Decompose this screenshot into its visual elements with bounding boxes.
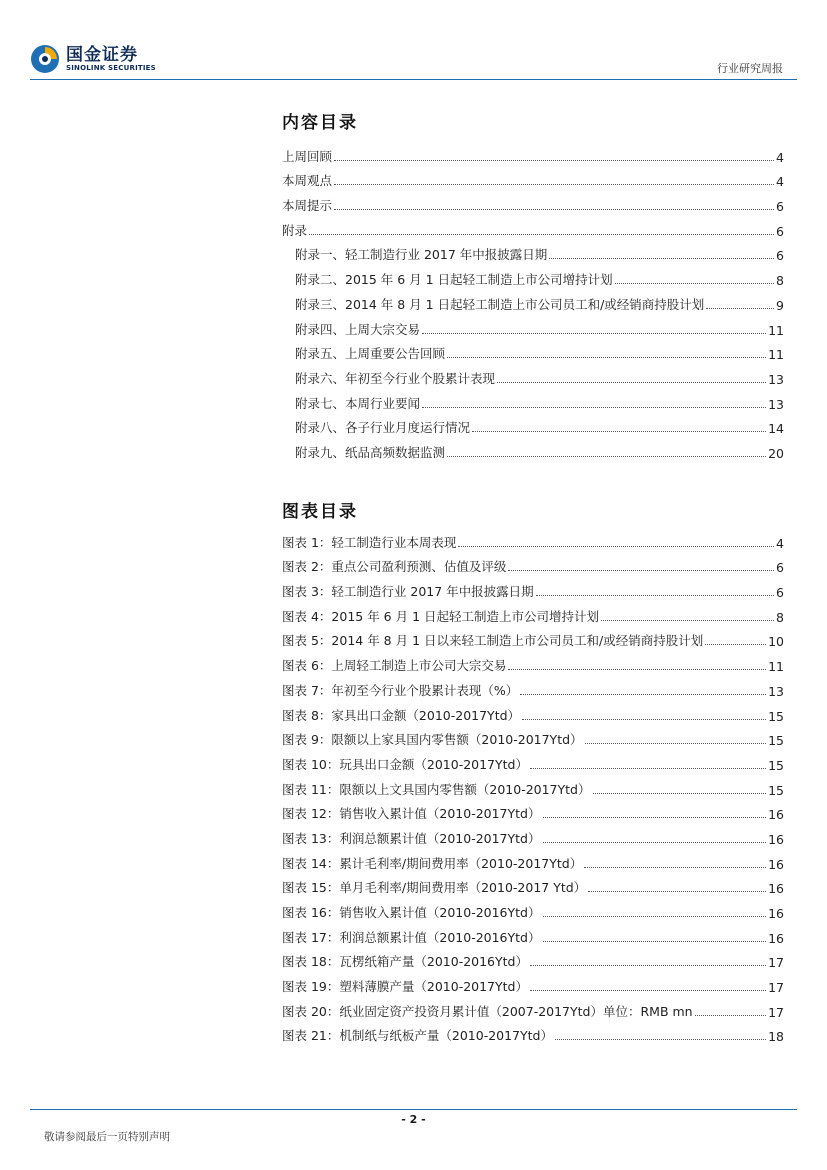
toc-entry-page: 11 bbox=[768, 659, 784, 675]
toc-dot-leader bbox=[422, 333, 766, 334]
contents-list bbox=[282, 140, 784, 461]
toc-entry-page: 16 bbox=[768, 881, 784, 897]
figure-entry[interactable] bbox=[282, 921, 784, 946]
toc-entry-page: 11 bbox=[768, 347, 784, 363]
toc-entry-label: 图表 2：重点公司盈利预测、估值及评级 bbox=[282, 559, 507, 575]
toc-dot-leader bbox=[601, 620, 774, 621]
toc-entry-page: 13 bbox=[768, 396, 784, 412]
toc-entry-page: 6 bbox=[776, 585, 784, 601]
toc-entry-label: 图表 20：纸业固定资产投资月累计值（2007-2017Ytd）单位：RMB mn bbox=[282, 1003, 693, 1019]
toc-entry-label: 图表 9：限额以上家具国内零售额（2010-2017Ytd） bbox=[282, 732, 583, 748]
contents-entry[interactable] bbox=[282, 263, 784, 288]
toc-entry-page: 13 bbox=[768, 371, 784, 387]
toc-entry-page: 16 bbox=[768, 807, 784, 823]
toc-entry-label: 图表 17：利润总额累计值（2010-2016Ytd） bbox=[282, 929, 541, 945]
contents-entry[interactable] bbox=[282, 412, 784, 437]
toc-dot-leader bbox=[458, 546, 774, 547]
figure-entry[interactable] bbox=[282, 847, 784, 872]
toc-entry-page: 6 bbox=[776, 223, 784, 239]
contents-entry[interactable] bbox=[282, 313, 784, 338]
toc-entry-label: 图表 5：2014 年 8 月 1 日以来轻工制造上市公司员工和/或经销商持股计划 bbox=[282, 633, 704, 649]
contents-entry[interactable] bbox=[282, 362, 784, 387]
toc-dot-leader bbox=[695, 1015, 766, 1016]
toc-dot-leader bbox=[543, 941, 767, 942]
toc-dot-leader bbox=[522, 719, 766, 720]
toc-dot-leader bbox=[530, 965, 766, 966]
toc-entry-label: 图表 7：年初至今行业个股累计表现（%） bbox=[282, 682, 519, 698]
company-logo bbox=[30, 44, 156, 74]
toc-entry-label: 附录一、轻工制造行业 2017 年中报披露日期 bbox=[295, 247, 548, 263]
toc-dot-leader bbox=[706, 308, 774, 309]
contents-entry[interactable] bbox=[282, 387, 784, 412]
toc-dot-leader bbox=[543, 842, 767, 843]
toc-entry-label: 上周回顾 bbox=[282, 148, 333, 164]
figure-entry[interactable] bbox=[282, 872, 784, 897]
toc-dot-leader bbox=[543, 817, 767, 818]
toc-entry-label: 图表 15：单月毛利率/期间费用率（2010-2017 Ytd） bbox=[282, 880, 587, 896]
toc-dot-leader bbox=[447, 456, 766, 457]
toc-entry-page: 16 bbox=[768, 856, 784, 872]
toc-entry-page: 10 bbox=[768, 634, 784, 650]
toc-dot-leader bbox=[593, 793, 767, 794]
toc-entry-label: 图表 4：2015 年 6 月 1 日起轻工制造上市公司增持计划 bbox=[282, 608, 600, 624]
figure-entry[interactable] bbox=[282, 526, 784, 551]
toc-dot-leader bbox=[530, 768, 766, 769]
toc-dot-leader bbox=[543, 916, 767, 917]
toc-entry-label: 附录五、上周重要公告回顾 bbox=[295, 346, 446, 362]
toc-entry-page: 18 bbox=[768, 1029, 784, 1045]
contents-entry[interactable] bbox=[282, 436, 784, 461]
toc-entry-label: 本周提示 bbox=[282, 198, 333, 214]
toc-entry-page: 6 bbox=[776, 248, 784, 264]
figure-entry[interactable] bbox=[282, 896, 784, 921]
toc-entry-label: 图表 13：利润总额累计值（2010-2017Ytd） bbox=[282, 830, 541, 846]
toc-entry-page: 4 bbox=[776, 174, 784, 190]
toc-entry-page: 4 bbox=[776, 149, 784, 165]
toc-entry-page: 17 bbox=[768, 1004, 784, 1020]
toc-entry-page: 15 bbox=[768, 708, 784, 724]
figure-entry[interactable] bbox=[282, 649, 784, 674]
toc-dot-leader bbox=[334, 209, 774, 210]
toc-entry-label: 附录九、纸品高频数据监测 bbox=[295, 444, 446, 460]
figure-entry[interactable] bbox=[282, 946, 784, 971]
contents-entry[interactable] bbox=[282, 165, 784, 190]
figures-list bbox=[282, 526, 784, 1044]
figure-entry[interactable] bbox=[282, 551, 784, 576]
toc-entry-page: 8 bbox=[776, 273, 784, 289]
toc-entry-label: 附录二、2015 年 6 月 1 日起轻工制造上市公司增持计划 bbox=[295, 272, 613, 288]
toc-dot-leader bbox=[585, 743, 767, 744]
figure-entry[interactable] bbox=[282, 970, 784, 995]
toc-entry-page: 14 bbox=[768, 421, 784, 437]
toc-entry-page: 11 bbox=[768, 322, 784, 338]
toc-entry-page: 8 bbox=[776, 609, 784, 625]
toc-entry-label: 图表 21：机制纸与纸板产量（2010-2017Ytd） bbox=[282, 1028, 553, 1044]
logo-english-name: SINOLINK SECURITIES bbox=[66, 63, 156, 72]
figure-entry[interactable] bbox=[282, 575, 784, 600]
figure-entry[interactable] bbox=[282, 748, 784, 773]
contents-title: 内容目录 bbox=[282, 113, 358, 133]
figure-entry[interactable] bbox=[282, 773, 784, 798]
toc-dot-leader bbox=[508, 669, 766, 670]
logo-chinese-name: 国金证券 bbox=[66, 44, 138, 65]
figure-entry[interactable] bbox=[282, 724, 784, 749]
toc-entry-page: 6 bbox=[776, 199, 784, 215]
figure-entry[interactable] bbox=[282, 822, 784, 847]
toc-entry-label: 图表 19：塑料薄膜产量（2010-2017Ytd） bbox=[282, 979, 528, 995]
toc-entry-label: 图表 10：玩具出口金额（2010-2017Ytd） bbox=[282, 756, 528, 772]
toc-entry-label: 附录三、2014 年 8 月 1 日起轻工制造上市公司员工和/或经销商持股计划 bbox=[295, 296, 705, 312]
toc-entry-page: 15 bbox=[768, 733, 784, 749]
contents-entry[interactable] bbox=[282, 239, 784, 264]
contents-entry[interactable] bbox=[282, 338, 784, 363]
toc-dot-leader bbox=[615, 283, 774, 284]
toc-dot-leader bbox=[508, 570, 774, 571]
toc-dot-leader bbox=[422, 407, 766, 408]
figure-entry[interactable] bbox=[282, 600, 784, 625]
toc-entry-page: 17 bbox=[768, 980, 784, 996]
toc-dot-leader bbox=[530, 990, 766, 991]
contents-entry[interactable] bbox=[282, 140, 784, 165]
toc-dot-leader bbox=[447, 357, 766, 358]
toc-entry-label: 附录七、本周行业要闻 bbox=[295, 395, 421, 411]
toc-entry-label: 图表 11：限额以上文具国内零售额（2010-2017Ytd） bbox=[282, 781, 591, 797]
toc-entry-page: 4 bbox=[776, 535, 784, 551]
figure-entry[interactable] bbox=[282, 699, 784, 724]
contents-entry[interactable] bbox=[282, 189, 784, 214]
toc-entry-label: 附录 bbox=[282, 222, 308, 238]
toc-dot-leader bbox=[549, 258, 774, 259]
figure-entry[interactable] bbox=[282, 1020, 784, 1045]
figure-entry[interactable] bbox=[282, 995, 784, 1020]
toc-entry-page: 6 bbox=[776, 560, 784, 576]
toc-entry-label: 图表 3：轻工制造行业 2017 年中报披露日期 bbox=[282, 584, 534, 600]
toc-entry-label: 图表 8：家具出口金额（2010-2017Ytd） bbox=[282, 707, 521, 723]
toc-entry-page: 15 bbox=[768, 757, 784, 773]
figures-title: 图表目录 bbox=[282, 502, 358, 522]
toc-dot-leader bbox=[555, 1039, 766, 1040]
toc-dot-leader bbox=[334, 184, 774, 185]
figure-entry[interactable] bbox=[282, 798, 784, 823]
toc-entry-label: 图表 14：累计毛利率/期间费用率（2010-2017Ytd） bbox=[282, 855, 583, 871]
report-type: 行业研究周报 bbox=[717, 62, 783, 75]
contents-entry[interactable] bbox=[282, 214, 784, 239]
toc-entry-label: 附录六、年初至今行业个股累计表现 bbox=[295, 370, 496, 386]
contents-entry[interactable] bbox=[282, 288, 784, 313]
toc-entry-label: 图表 12：销售收入累计值（2010-2017Ytd） bbox=[282, 806, 541, 822]
toc-entry-label: 图表 1：轻工制造行业本周表现 bbox=[282, 534, 457, 550]
toc-entry-page: 16 bbox=[768, 831, 784, 847]
toc-entry-label: 图表 6：上周轻工制造上市公司大宗交易 bbox=[282, 658, 507, 674]
toc-entry-label: 图表 18：瓦楞纸箱产量（2010-2016Ytd） bbox=[282, 954, 528, 970]
toc-entry-page: 9 bbox=[776, 297, 784, 313]
toc-dot-leader bbox=[705, 644, 766, 645]
footer-disclaimer: 敬请参阅最后一页特别声明 bbox=[44, 1131, 170, 1143]
toc-entry-page: 16 bbox=[768, 906, 784, 921]
toc-dot-leader bbox=[584, 867, 766, 868]
toc-dot-leader bbox=[309, 234, 774, 235]
toc-dot-leader bbox=[472, 431, 766, 432]
toc-dot-leader bbox=[536, 595, 774, 596]
toc-dot-leader bbox=[588, 891, 766, 892]
page-header bbox=[0, 0, 827, 82]
toc-entry-page: 15 bbox=[768, 782, 784, 798]
logo-mark-icon bbox=[30, 44, 60, 74]
toc-entry-page: 13 bbox=[768, 683, 784, 699]
figure-entry[interactable] bbox=[282, 625, 784, 650]
header-divider bbox=[30, 79, 797, 80]
figure-entry[interactable] bbox=[282, 674, 784, 699]
toc-entry-page: 17 bbox=[768, 955, 784, 971]
toc-entry-label: 附录八、各子行业月度运行情况 bbox=[295, 420, 471, 436]
toc-dot-leader bbox=[520, 694, 766, 695]
footer-divider bbox=[30, 1109, 797, 1110]
toc-entry-label: 附录四、上周大宗交易 bbox=[295, 321, 421, 337]
toc-entry-page: 20 bbox=[768, 445, 784, 461]
toc-entry-label: 本周观点 bbox=[282, 173, 333, 189]
page-number: - 2 - bbox=[401, 1113, 426, 1126]
toc-entry-page: 16 bbox=[768, 930, 784, 946]
toc-dot-leader bbox=[334, 160, 774, 161]
toc-dot-leader bbox=[497, 382, 766, 383]
toc-entry-label: 图表 16：销售收入累计值（2010-2016Ytd） bbox=[282, 905, 541, 920]
